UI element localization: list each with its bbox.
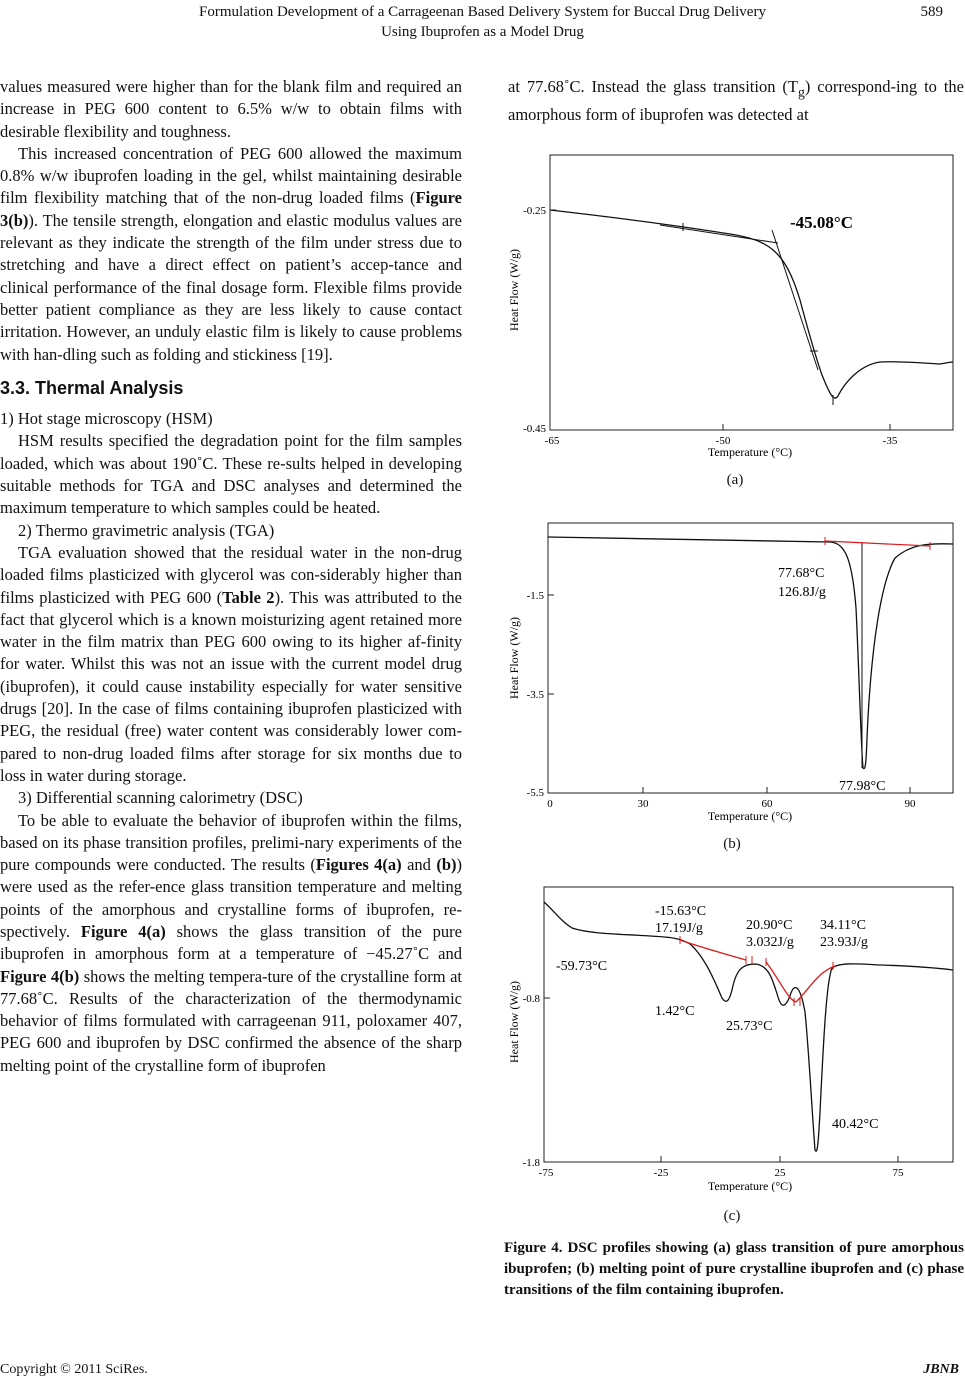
text-run: and: [401, 855, 437, 875]
x-tick-label: -25: [653, 1167, 669, 1179]
figure-reference[interactable]: (b): [436, 855, 457, 875]
plot-frame: [550, 155, 953, 430]
table-reference[interactable]: Table 2: [222, 587, 275, 607]
x-tick-label: -50: [715, 435, 731, 447]
x-tick-label: 0: [547, 798, 553, 810]
y-tick-label: -0.8: [522, 993, 540, 1005]
x-axis-label: Temperature (°C): [707, 809, 793, 823]
integration-baseline-1: [680, 940, 746, 960]
figure-caption: Figure 4. DSC profiles showing (a) glass transition of pure amorphous ibuprofen; (b) melting point of pure crystalline ibuprofen and (c) phase transitions of the film containing ibuprofen.: [504, 1240, 964, 1298]
onset-annotation: 77.68°C: [778, 566, 825, 581]
right-column-intro: [508, 76, 964, 126]
peak-annotation: 77.98°C: [839, 779, 886, 794]
paragraph-continued: values measured were higher than for the blank film and required an increase in PEG 600 content to 6.5% w/w to obtain films with desirable flexibility and toughness.: [0, 77, 462, 141]
paragraph-peg-concentration: [0, 143, 462, 366]
text-run: ). The tensile strength, elongation and elastic modulus values are relevant as they indicate the strength of the film under stress due to stretching and have a direct effect on patient’s accep-tance and clinical performance of the final dosage form. Flexible films provide better patient compliance as they are less likely to cause contact irritation. However, an unduly elastic film is likely to cause problems with han-dling such as folding and stickiness [19].: [0, 210, 462, 364]
text-run: ). This was attributed to the fact that glycerol which is a known moisturizing agent retained more water in the film matrix than PEG 600 owing to its higher af-finity for water. Whilst this was not an issue with the current model drug (ibuprofen), it could cause instability especially for water sensitive drugs [20]. In the case of films containing ibuprofen plasticized with PEG, the residual (free) water content was considerably lower com-pared to non-drug loaded films after storage for six months due to loss in water during storage.: [0, 587, 462, 785]
figure-4a: [500, 150, 960, 488]
transition-annotation: 1.42°C: [655, 1004, 695, 1019]
left-column: [0, 76, 462, 1077]
text-run: This increased concentration of PEG 600 allowed the maximum 0.8% w/w ibuprofen loading in the gel, whilst maintaining desirable film flexibility matching that of the non-drug loaded films (: [0, 143, 462, 208]
dsc-plot-a: [500, 150, 960, 460]
x-tick-label: 25: [774, 1167, 786, 1179]
text-run: ) correspond-ing to the amorphous form of ibuprofen was detected at: [508, 77, 964, 124]
y-tick-label: -1.5: [526, 590, 544, 602]
figure-reference[interactable]: Figure 4(b): [0, 966, 80, 986]
y-tick-label: -3.5: [526, 689, 544, 701]
subsection-heading-dsc: 3) Differential scanning calorimetry (DSC): [18, 788, 303, 808]
x-tick-label: 30: [637, 798, 649, 810]
y-tick-label: -5.5: [526, 787, 544, 799]
figure-4b: [500, 518, 960, 852]
paragraph-tga: [0, 542, 462, 787]
dsc-curve: [550, 210, 953, 398]
transition-annotation: 40.42°C: [832, 1117, 879, 1132]
page-number: 589: [920, 4, 943, 20]
transition-annotation: -59.73°C: [556, 959, 608, 974]
text-run: ) were used as the refer-ence glass transition temperature and melting points of the amorphous and crystalline forms of ibuprofen, re-spectively.: [0, 855, 463, 941]
subscript: g: [797, 84, 805, 100]
paragraph-hsm: HSM results specified the degradation point for the film samples loaded, which was about 190˚C. These re-sults helped in developing suitable methods for TGA and DSC analyses and determined the maximum temperature to which samples could be heated.: [0, 431, 462, 518]
copyright-footer: Copyright © 2011 SciRes.: [0, 1362, 148, 1377]
transition-annotation: 17.19J/g: [655, 921, 703, 936]
slope-tangent: [772, 230, 818, 370]
figure-reference[interactable]: Figure 3(b): [0, 188, 462, 230]
subfigure-label: (a): [726, 472, 744, 488]
y-tick-label: -1.8: [522, 1157, 540, 1169]
subfigure-label: (b): [723, 836, 741, 852]
x-tick-label: 90: [904, 798, 916, 810]
integration-baseline: [825, 541, 930, 546]
x-axis-label: Temperature (°C): [707, 1179, 793, 1192]
x-tick-label: 75: [892, 1167, 904, 1179]
figure-reference[interactable]: Figure 4(a): [80, 921, 166, 941]
journal-abbrev: JBNB: [923, 1362, 959, 1377]
tg-annotation: -45.08°C: [790, 213, 853, 232]
transition-annotation: 25.73°C: [726, 1019, 773, 1034]
transition-annotation: 20.90°C: [746, 918, 793, 933]
text-run: shows the glass transition of the pure ibuprofen in amorphous form at a temperature of −45.27˚C and: [0, 921, 462, 964]
subsection-heading-tga: 2) Thermo gravimetric analysis (TGA): [18, 520, 275, 540]
y-axis-label: Heat Flow (W/g): [507, 981, 521, 1063]
baseline-tangent: [660, 225, 778, 243]
text-run: shows the melting tempera-ture of the crystalline form at 77.68˚C. Results of the characterization of the thermodynamic behavior of films formulated with carrageenan 911, poloxamer 407, PEG 600 and ibuprofen by DSC confirmed the absence of the sharp melting point of the crystalline form of ibuprofen: [0, 966, 462, 1075]
figure-4c: [500, 882, 960, 1224]
y-tick-label: -0.25: [523, 205, 546, 217]
subsection-heading-hsm: 1) Hot stage microscopy (HSM): [0, 409, 213, 429]
dsc-plot-c: [500, 882, 960, 1192]
figure-reference[interactable]: Figures 4(a): [315, 855, 402, 875]
dsc-plot-b: [500, 518, 960, 823]
transition-annotation: 23.93J/g: [820, 935, 868, 950]
subfigure-label: (c): [723, 1208, 741, 1224]
integration-baseline-2: [766, 962, 796, 1002]
x-tick-label: -75: [538, 1167, 554, 1179]
y-tick-label: -0.45: [523, 423, 546, 435]
running-header-subtitle: Using Ibuprofen as a Model Drug: [381, 24, 584, 40]
transition-annotation: -15.63°C: [655, 904, 707, 919]
paragraph-dsc: [0, 810, 462, 1078]
x-tick-label: 60: [761, 798, 773, 810]
text-run: TGA evaluation showed that the residual water in the non-drug loaded films plasticized with glycerol was con-siderably higher than films plasticized with PEG 600 (: [0, 542, 462, 607]
text-run: To be able to evaluate the behavior of ibuprofen within the films, based on its phase transition profiles, prelimi-nary experiments of the pure compounds were conducted. The results (: [0, 810, 462, 875]
x-axis-label: Temperature (°C): [707, 445, 793, 459]
x-tick-label: -65: [544, 435, 560, 447]
enthalpy-annotation: 126.8J/g: [778, 585, 826, 600]
section-heading: 3.3. Thermal Analysis: [0, 377, 184, 398]
x-tick-label: -35: [882, 435, 898, 447]
y-axis-label: Heat Flow (W/g): [507, 249, 521, 331]
y-axis-label: Heat Flow (W/g): [507, 617, 521, 699]
running-header-title: Formulation Development of a Carrageenan Based Delivery System for Buccal Drug Delivery: [199, 4, 766, 20]
paragraph-continued-right: [508, 76, 964, 126]
transition-annotation: 3.032J/g: [746, 935, 794, 950]
transition-annotation: 34.11°C: [820, 918, 866, 933]
text-run: at 77.68˚C. Instead the glass transition (T: [508, 77, 798, 96]
dsc-curve: [548, 537, 953, 769]
